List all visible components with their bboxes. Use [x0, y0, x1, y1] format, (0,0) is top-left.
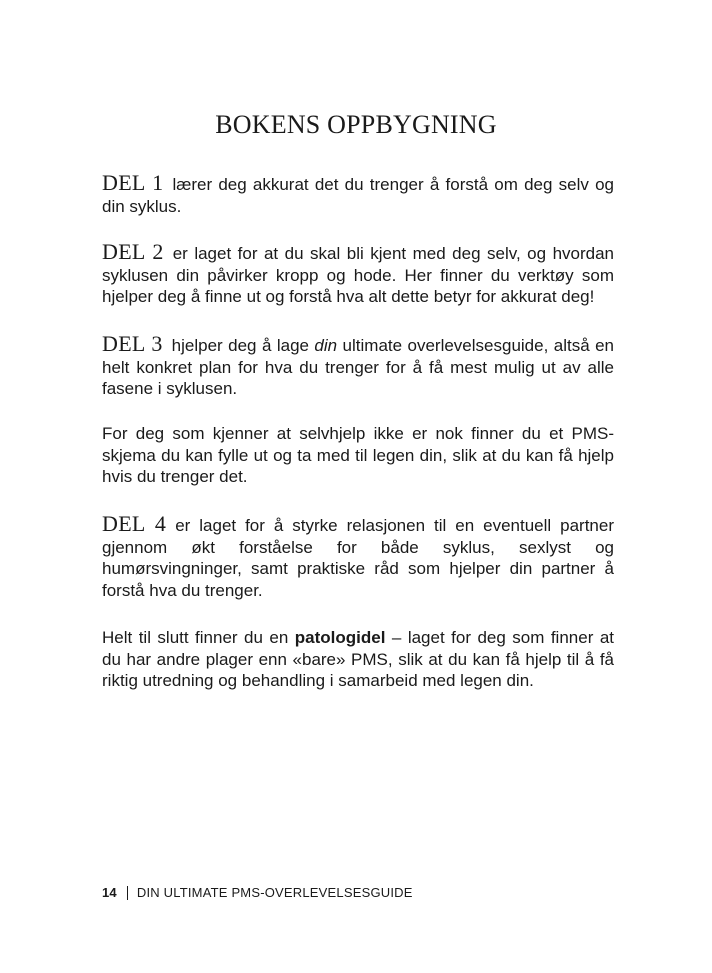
paragraph-del-3 [102, 333, 614, 400]
paragraph-closing-text-after: – laget for deg som finner at du har andre plager enn «bare» PMS, slik at du kan få hjelp til å få riktig utredning og behandling i samarbeid med legen din. [102, 628, 614, 690]
paragraph-closing [102, 627, 614, 692]
running-title: DIN ULTIMATE PMS-OVERLEVELSESGUIDE [136, 885, 413, 900]
section-lead-del-1: DEL 1 [102, 170, 164, 195]
paragraph-del-2 [102, 241, 614, 308]
paragraph-del-1-text: lærer deg akkurat det du trenger å forstå om deg selv og din syklus. [102, 175, 614, 216]
paragraph-del-1 [102, 172, 614, 217]
paragraph-del-3-emphasis: din [314, 336, 338, 355]
footer-divider [127, 886, 128, 900]
page-title: BOKENS OPPBYGNING [215, 110, 497, 139]
section-lead-del-3: DEL 3 [102, 331, 163, 356]
paragraph-del-4-text: er laget for å styrke relasjonen til en eventuell partner gjennom økt forståelse for både syklus, sexlyst og humørsvingninger, samt praktiske råd som hjelper din partner å forstå hva du trenger. [102, 516, 614, 600]
page-footer [102, 885, 413, 900]
page-number: 14 [102, 885, 117, 900]
section-lead-del-2: DEL 2 [102, 239, 164, 264]
paragraph-closing-text-before: Helt til slutt finner du en [102, 628, 295, 647]
section-lead-del-4: DEL 4 [102, 511, 167, 536]
paragraph-del-2-text: er laget for at du skal bli kjent med deg selv, og hvordan syklusen din påvirker kropp og hode. Her finner du verktøy som hjelper deg å finne ut og forstå hva alt dette betyr for akkurat deg! [102, 244, 615, 306]
paragraph-selfhelp: For deg som kjenner at selvhjelp ikke er nok finner du et PMS-skjema du kan fylle ut og ta med til legen din, slik at du kan få hjelp hvis du trenger det. [102, 424, 614, 486]
paragraph-closing-bold: patologidel [294, 628, 386, 647]
paragraph-del-3-text-after: ultimate overlevelsesguide, altså en helt konkret plan for hva du trenger for å få mest mulig ut av alle fasene i syklusen. [102, 336, 615, 398]
paragraph-del-4 [102, 513, 614, 601]
paragraph-del-3-text-before: hjelper deg å lage [171, 336, 315, 355]
